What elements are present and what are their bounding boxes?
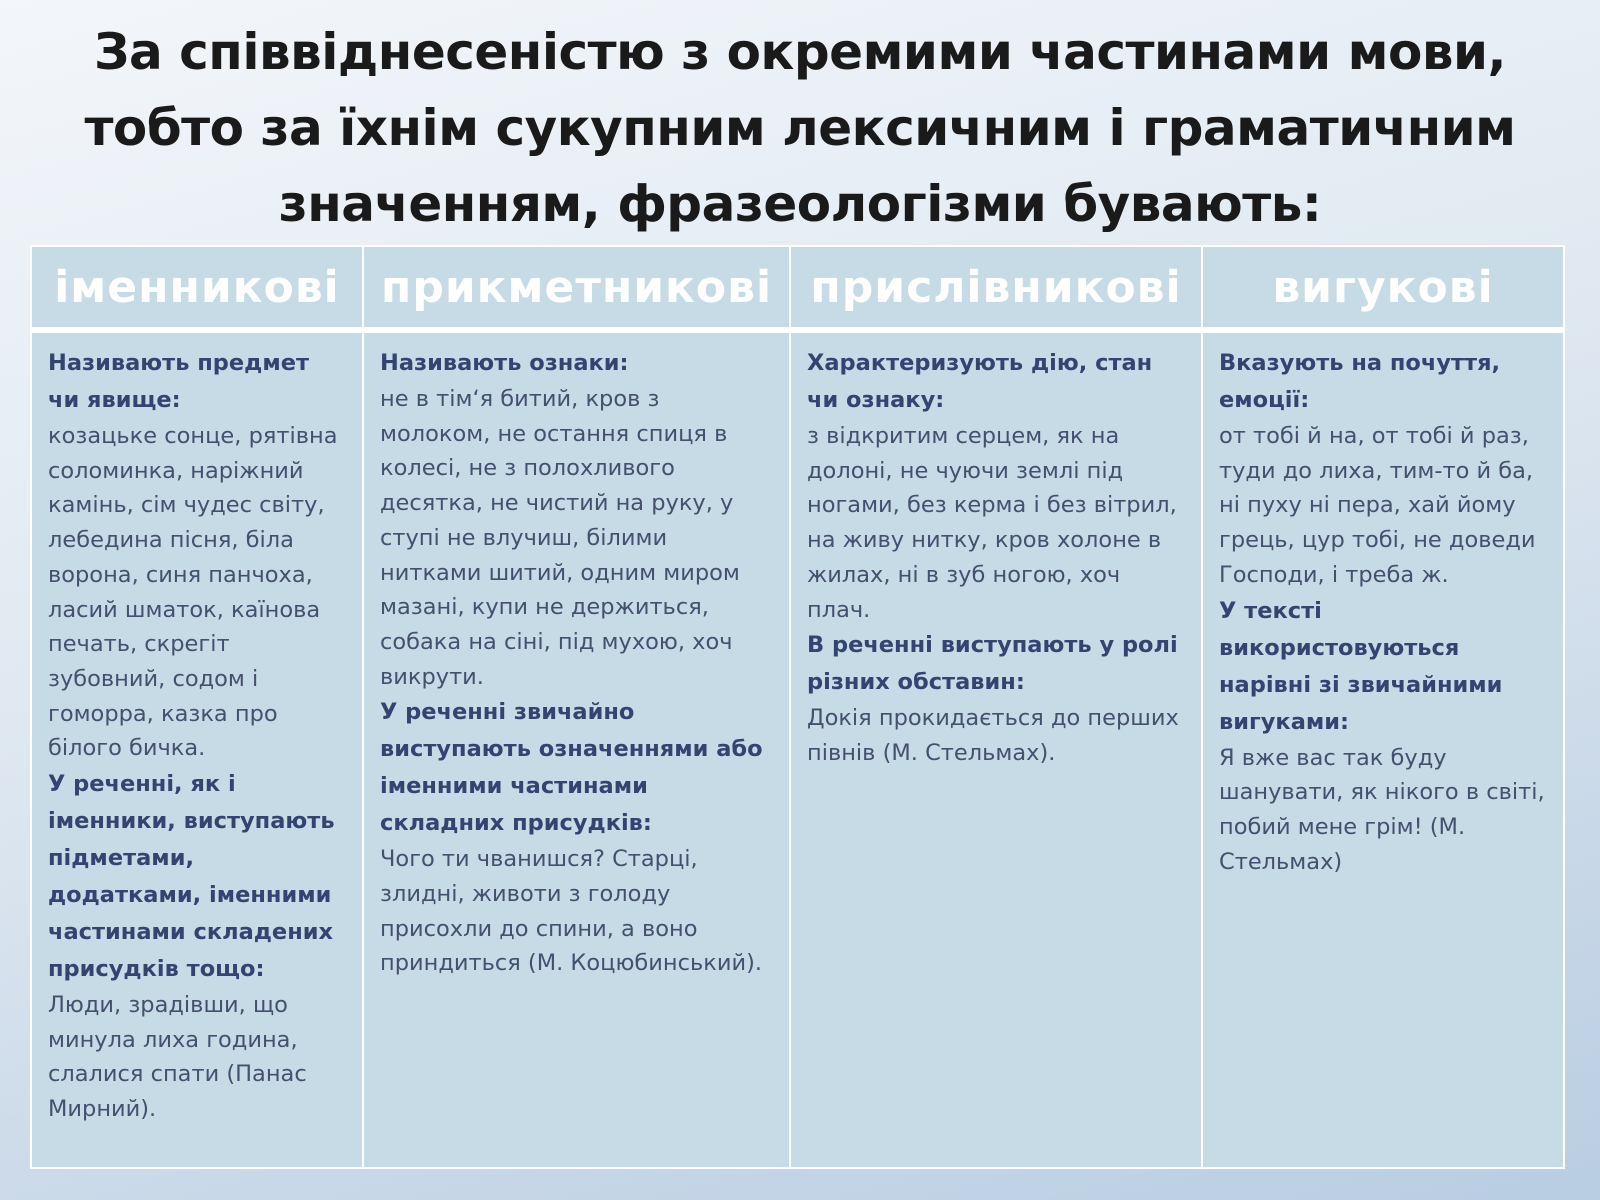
- title-line-1: За співвіднесеністю з окремими частинами мови,: [94, 23, 1506, 81]
- example-sentence: Я вже вас так буду шанувати, як нікого в світі, побий мене грім! (М. Стельмах): [1219, 744, 1545, 875]
- definition: Називають ознаки:: [380, 350, 629, 376]
- examples: от тобі й на, от тобі й раз, туди до лиха, тим-то й ба, ні пуху ні пера, хай йому грець, цур тобі, не доведи Господи, і треба ж.: [1219, 423, 1536, 588]
- cell-nouns: [30, 333, 364, 1169]
- cell-interjections: [1203, 333, 1565, 1169]
- sentence-role: У тексті використовуються нарівні зі звичайними вигуками:: [1219, 597, 1503, 735]
- classification-table: [30, 245, 1566, 1169]
- sentence-role: В реченні виступають у ролі різних обставин:: [807, 632, 1178, 696]
- example-sentence: Чого ти чванишся? Старці, злидні, животи з голоду присохли до спини, а воно приндиться (М. Коцюбинський).: [380, 846, 763, 977]
- header-adverbs: прислівникові: [791, 245, 1203, 333]
- page-title: [0, 14, 1600, 242]
- cell-adverbs: [791, 333, 1203, 1169]
- examples: козацьке сонце, рятівна соломинка, наріжний камінь, сім чудес світу, лебедина пісня, біла ворона, синя панчоха, ласий шматок, каїнова печать, скрегіт зубовний, содом і гоморра, казка про білого бичка.: [48, 423, 338, 762]
- sentence-role: У реченні звичайно виступають означеннями або іменними частинами складних присудків:: [380, 699, 763, 837]
- definition: Називають предмет чи явище:: [48, 350, 310, 413]
- header-nouns: іменникові: [30, 245, 364, 333]
- example-sentence: Докія прокидається до перших півнів (М. Стельмах).: [807, 705, 1179, 766]
- example-sentence: Люди, зрадівши, що минула лиха година, слалися спати (Панас Мирний).: [48, 992, 307, 1123]
- definition: Вказують на почуття, емоції:: [1219, 350, 1501, 413]
- title-line-3: значенням, фразеологізми бувають:: [278, 175, 1322, 233]
- definition: Характеризують дію, стан чи ознаку:: [807, 350, 1153, 413]
- sentence-role: У реченні, як і іменники, виступають підметами, додатками, іменними частинами складених присудків тощо:: [48, 771, 335, 983]
- examples: з відкритим серцем, як на долоні, не чуючи землі під ногами, без керма і без вітрил, на живу нитку, кров холоне в жилах, ні в зуб ногою, хоч плач.: [807, 423, 1177, 623]
- examples: не в тім‘я битий, кров з молоком, не остання спиця в колесі, не з полохливого десятка, не чистий на руку, у ступі не влучиш, білими нитками шитий, одним миром мазані, купи не держиться, собака на сіні, під мухою, хоч викрути.: [380, 386, 740, 690]
- title-line-2: тобто за їхнім сукупним лексичним і граматичним: [84, 99, 1516, 157]
- cell-adjectives: [364, 333, 791, 1169]
- header-adjectives: прикметникові: [364, 245, 791, 333]
- header-interjections: вигукові: [1203, 245, 1565, 333]
